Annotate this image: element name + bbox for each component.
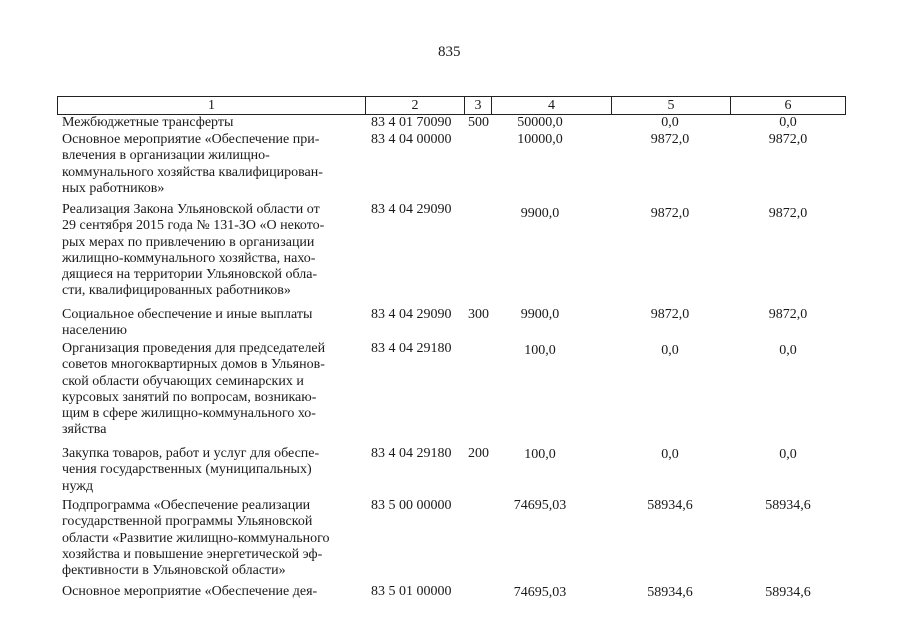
description-line: Подпрограмма «Обеспечение реализации bbox=[62, 498, 311, 513]
row-value-col4: 9900,0 bbox=[520, 206, 560, 221]
description-line: Основное мероприятие «Обеспечение дея- bbox=[62, 584, 318, 599]
description-line: рых мерах по привлечению в организации bbox=[62, 234, 315, 250]
row-value-col4: 74695,03 bbox=[513, 498, 567, 513]
header-cell-1: 1 bbox=[57, 96, 366, 115]
row-value-col5: 9872,0 bbox=[650, 206, 690, 221]
row-description bbox=[62, 446, 359, 495]
row-description bbox=[62, 498, 359, 579]
row-code: 83 4 04 29090 bbox=[371, 202, 452, 217]
description-line: Межбюджетные трансферты bbox=[62, 115, 234, 130]
header-cell-4: 4 bbox=[492, 96, 612, 115]
row-expense-type: 500 bbox=[468, 115, 489, 130]
header-cell-6: 6 bbox=[731, 96, 846, 115]
row-description bbox=[62, 132, 359, 197]
row-value-col6: 9872,0 bbox=[768, 132, 808, 147]
description-line: хозяйства и повышение энергетической эф- bbox=[62, 546, 323, 562]
row-description bbox=[62, 584, 359, 600]
row-description bbox=[62, 307, 359, 340]
row-value-col5: 58934,6 bbox=[647, 585, 693, 600]
header-cell-5: 5 bbox=[612, 96, 731, 115]
row-value-col6: 58934,6 bbox=[765, 585, 811, 600]
row-value-col6: 0,0 bbox=[779, 115, 797, 130]
description-line: советов многоквартирных домов в Ульянов- bbox=[62, 357, 325, 373]
description-line: Основное мероприятие «Обеспечение при- bbox=[62, 132, 320, 147]
row-value-col4: 10000,0 bbox=[517, 132, 563, 147]
row-code: 83 4 01 70090 bbox=[371, 115, 452, 130]
row-value-col5: 9872,0 bbox=[650, 132, 690, 147]
row-code: 83 4 04 29090 bbox=[371, 307, 452, 322]
description-line: жилищно-коммунального хозяйства, нахо- bbox=[62, 250, 316, 266]
description-line: Закупка товаров, работ и услуг для обеспе- bbox=[62, 446, 320, 461]
page-number: 835 bbox=[438, 44, 461, 60]
description-line: области «Развитие жилищно-коммунального bbox=[62, 530, 330, 546]
row-value-col6: 0,0 bbox=[779, 343, 797, 358]
row-description bbox=[62, 115, 359, 131]
row-value-col5: 0,0 bbox=[661, 343, 679, 358]
description-line: Организация проведения для председателей bbox=[62, 341, 326, 356]
row-value-col4: 50000,0 bbox=[517, 115, 563, 130]
description-line: зяйства bbox=[62, 422, 107, 438]
description-line: ской области обучающих семинарских и bbox=[62, 373, 304, 389]
row-code: 83 4 04 00000 bbox=[371, 132, 452, 147]
header-cell-3: 3 bbox=[465, 96, 492, 115]
row-value-col5: 0,0 bbox=[661, 115, 679, 130]
description-line: курсовых занятий по вопросам, возникаю- bbox=[62, 389, 317, 405]
description-line: ных работников» bbox=[62, 180, 165, 196]
description-line: 29 сентября 2015 года № 131-ЗО «О некото- bbox=[62, 218, 325, 234]
row-value-col6: 9872,0 bbox=[768, 307, 808, 322]
row-expense-type: 200 bbox=[468, 446, 489, 461]
row-code: 83 5 00 00000 bbox=[371, 498, 452, 513]
description-line: сти, квалифицированных работников» bbox=[62, 283, 291, 299]
description-line: Социальное обеспечение и иные выплаты bbox=[62, 307, 313, 322]
row-value-col5: 9872,0 bbox=[650, 307, 690, 322]
row-value-col6: 58934,6 bbox=[765, 498, 811, 513]
row-value-col4: 74695,03 bbox=[513, 585, 567, 600]
row-value-col6: 9872,0 bbox=[768, 206, 808, 221]
description-line: Реализация Закона Ульяновской области от bbox=[62, 202, 320, 217]
description-line: чения государственных (муниципальных) bbox=[62, 462, 312, 478]
description-line: коммунального хозяйства квалифицирован- bbox=[62, 164, 323, 180]
row-description bbox=[62, 341, 359, 439]
row-value-col4: 100,0 bbox=[524, 343, 556, 358]
row-value-col5: 0,0 bbox=[661, 447, 679, 462]
row-value-col6: 0,0 bbox=[779, 447, 797, 462]
header-cell-2: 2 bbox=[366, 96, 465, 115]
description-line: влечения в организации жилищно- bbox=[62, 148, 270, 164]
description-line: государственной программы Ульяновской bbox=[62, 514, 313, 530]
row-code: 83 5 01 00000 bbox=[371, 584, 452, 599]
row-value-col4: 9900,0 bbox=[520, 307, 560, 322]
row-value-col5: 58934,6 bbox=[647, 498, 693, 513]
row-code: 83 4 04 29180 bbox=[371, 446, 452, 461]
description-line: нужд bbox=[62, 478, 94, 494]
description-line: дящиеся на территории Ульяновской обла- bbox=[62, 267, 318, 283]
row-code: 83 4 04 29180 bbox=[371, 341, 452, 356]
row-expense-type: 300 bbox=[468, 307, 489, 322]
row-description bbox=[62, 202, 359, 300]
description-line: фективности в Ульяновской области» bbox=[62, 563, 286, 579]
description-line: щим в сфере жилищно-коммунального хо- bbox=[62, 406, 316, 422]
description-line: населению bbox=[62, 323, 127, 339]
row-value-col4: 100,0 bbox=[524, 447, 556, 462]
